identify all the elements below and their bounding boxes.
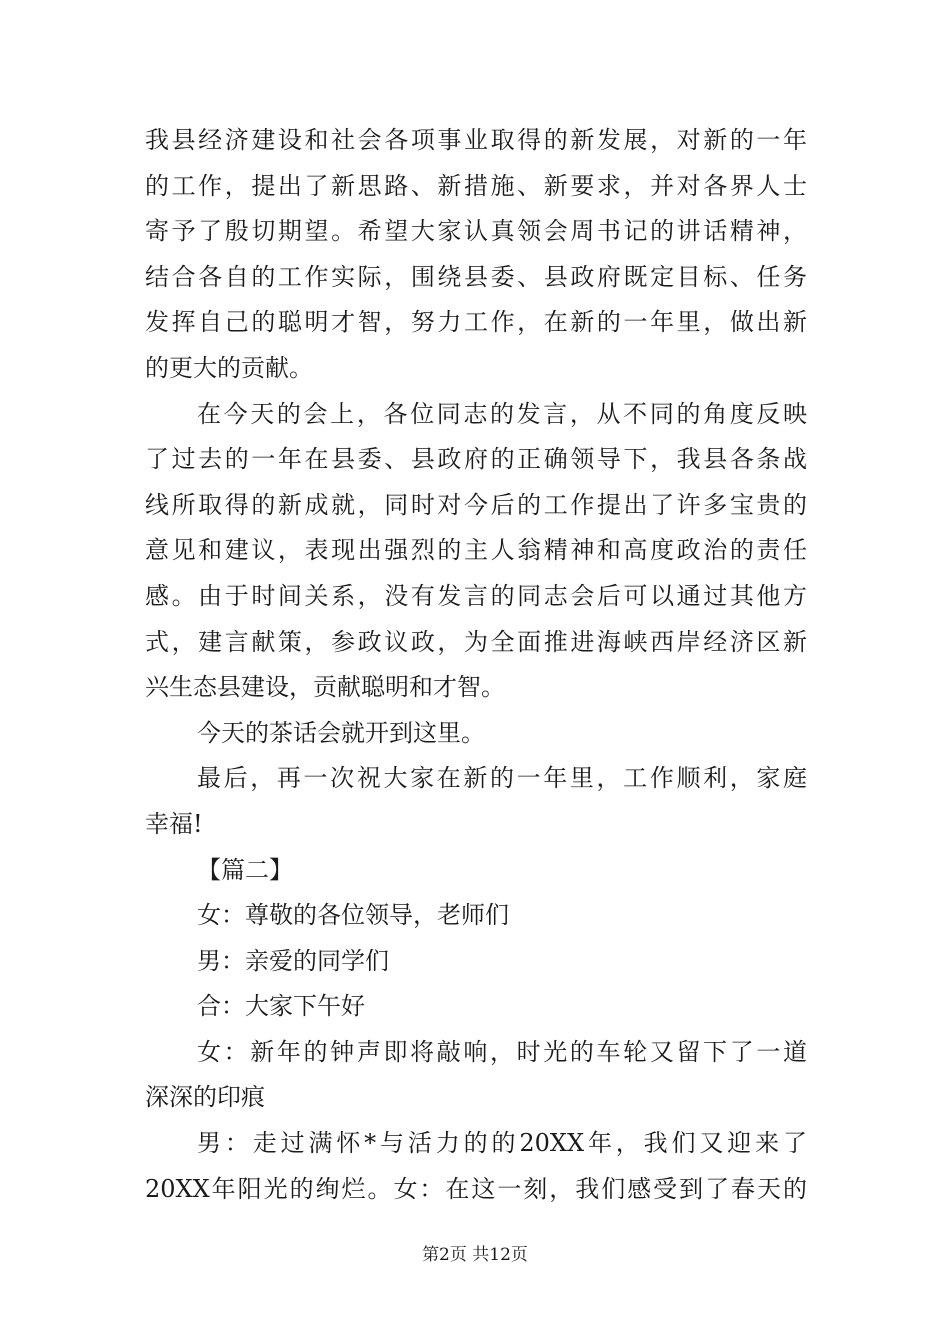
text-line: 寄予了殷切期望。希望大家认真领会周书记的讲话精神， — [145, 217, 807, 246]
text-line: 的更大的贡献。 — [145, 353, 313, 382]
text-line: 最后，再一次祝大家在新的一年里，工作顺利，家庭 — [197, 764, 807, 793]
document-body — [145, 118, 807, 1212]
text-line: 了过去的一年在县委、县政府的正确领导下，我县各条战 — [145, 445, 807, 474]
text-line: 【篇二】 — [197, 855, 293, 884]
text-line: 结合各自的工作实际，围绕县委、县政府既定目标、任务 — [145, 262, 807, 291]
text-line: 今天的茶话会就开到这里。 — [197, 718, 485, 747]
page-footer: 第2页 共12页 — [422, 1245, 528, 1265]
text-line: 男：亲爱的同学们 — [197, 946, 389, 975]
text-line: 感。由于时间关系，没有发言的同志会后可以通过其他方 — [145, 581, 807, 610]
text-line: 合：大家下午好 — [197, 992, 365, 1021]
text-line: 20XX年阳光的绚烂。女：在这一刻，我们感受到了春天的 — [145, 1174, 807, 1203]
text-line: 在今天的会上，各位同志的发言，从不同的角度反映 — [197, 399, 807, 428]
text-line: 女：新年的钟声即将敲响，时光的车轮又留下了一道 — [197, 1037, 807, 1066]
text-line: 幸福! — [145, 809, 203, 838]
text-line: 我县经济建设和社会各项事业取得的新发展，对新的一年 — [145, 126, 807, 154]
text-line: 的工作，提出了新思路、新措施、新要求，并对各界人士 — [145, 171, 807, 200]
text-line: 深深的印痕 — [145, 1083, 265, 1112]
text-line: 式，建言献策，参政议政，为全面推进海峡西岸经济区新 — [145, 627, 807, 656]
text-line: 女：尊敬的各位领导，老师们 — [197, 901, 509, 930]
text-line: 线所取得的新成就，同时对今后的工作提出了许多宝贵的 — [145, 490, 807, 519]
text-line: 发挥自己的聪明才智，努力工作，在新的一年里，做出新 — [145, 308, 807, 337]
text-line: 意见和建议，表现出强烈的主人翁精神和高度政治的责任 — [145, 536, 807, 565]
text-line: 兴生态县建设，贡献聪明和才智。 — [145, 673, 505, 702]
text-line: 男：走过满怀*与活力的的20XX年，我们又迎来了 — [197, 1129, 807, 1158]
